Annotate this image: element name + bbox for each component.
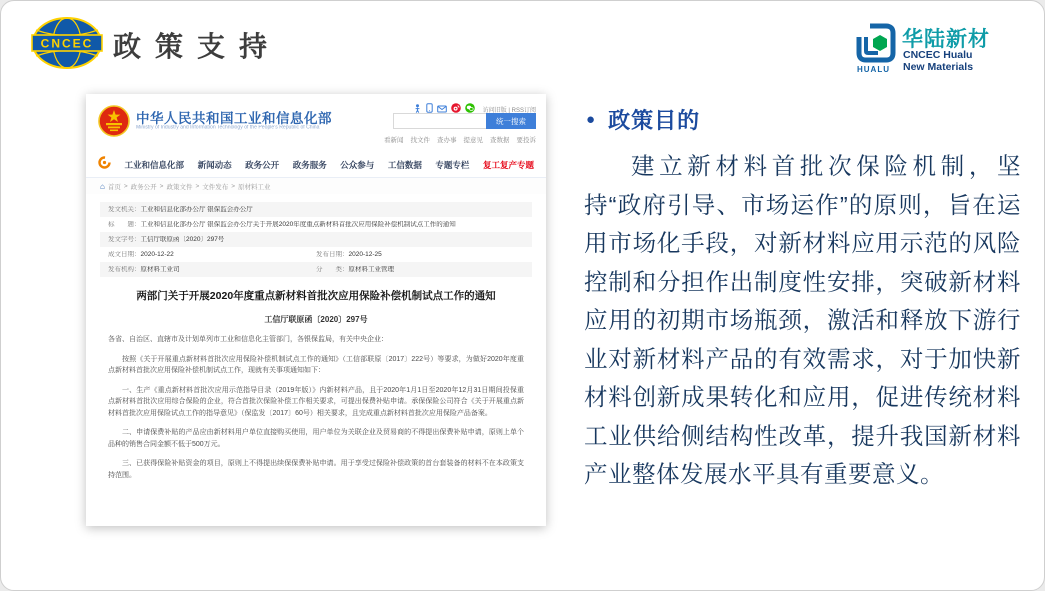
search-input[interactable] bbox=[393, 113, 486, 129]
policy-purpose-heading-row bbox=[586, 104, 700, 135]
quick-link-news[interactable]: 看新闻 bbox=[384, 137, 404, 144]
nav-item-news[interactable]: 新闻动态 bbox=[197, 159, 232, 170]
miit-quick-links bbox=[384, 135, 536, 144]
document-number: 工信厅联原函〔2020〕297号 bbox=[264, 315, 368, 324]
breadcrumb-sep: > bbox=[231, 182, 236, 190]
nav-item-miit[interactable]: 工业和信息化部 bbox=[124, 159, 185, 170]
hualu-name-en1: CNCEC Hualu bbox=[903, 49, 973, 61]
bullet-icon: ● bbox=[586, 111, 596, 128]
miit-nav-bar bbox=[86, 152, 546, 178]
hualu-logo-icon bbox=[856, 23, 896, 68]
miit-header bbox=[86, 94, 546, 152]
search-button[interactable]: 统一搜索 bbox=[486, 113, 536, 129]
breadcrumb-gov-open[interactable]: 政务公开 bbox=[130, 183, 157, 191]
breadcrumb-home[interactable]: 首页 bbox=[107, 183, 121, 191]
doc-paragraph: 按照《关于开展重点新材料首批次应用保险补偿机制试点工作的通知》（工信部联原〔2017〕222号）等要求，为做好2020年度重点新材料首批次应用保险补偿机制试点工作，现就有关事项通知如下： bbox=[108, 355, 524, 374]
nav-item-special[interactable]: 专题专栏 bbox=[435, 159, 470, 170]
miit-top-links[interactable]: 访问旧版 | RSS订阅 bbox=[482, 107, 536, 114]
hualu-wordmark: HUALU bbox=[857, 65, 890, 74]
breadcrumb-sep: > bbox=[123, 182, 128, 190]
policy-purpose-heading: 政策目的 bbox=[608, 108, 701, 133]
quick-link-complain[interactable]: 要投诉 bbox=[516, 137, 536, 144]
hualu-name-cn: 华陆新材 bbox=[902, 28, 990, 51]
nav-item-gov-open[interactable]: 政务公开 bbox=[245, 159, 280, 170]
doc-paragraph: 二、申请保费补贴的产品应由新材料用户单位直接购买使用，用户单位为关联企业及贸易商的不得提出保费补贴申请，原则上单个品种的销售合同金额不低于500万元。 bbox=[108, 429, 524, 448]
svg-text:CNCEC: CNCEC bbox=[40, 36, 94, 51]
policy-purpose-text: 建立新材料首批次保险机制，坚持“政府引导、市场运作”的原则，旨在运用市场化手段，对新材料应用示范的风险控制和分担作出制度性安排，突破新材料应用的初期市场瓶颈，激活和释放下游行业对新材料产品的有效需求，对于加快新材料创新成果转化和应用，促进传统材料工业供给侧结构性改革，提升我国新材料产业整体发展水平具有重要意义。 bbox=[584, 153, 1021, 487]
meta-row-publisher: 发布机构： 原材料工业司 分 类： 原材料工业管理 bbox=[100, 262, 532, 277]
document-body bbox=[108, 334, 524, 481]
miit-search bbox=[393, 113, 536, 129]
nav-item-resume-work[interactable]: 复工复产专题 bbox=[482, 159, 534, 170]
national-emblem-icon bbox=[98, 105, 130, 142]
hualu-logo bbox=[856, 23, 1016, 85]
doc-paragraph: 三、已获得保险补贴资金的项目，原则上不得提出续保保费补贴申请。用于享受过保险补偿政策的首台套装备的材料不在本政策支持范围。 bbox=[108, 460, 524, 479]
meta-row-doc-number: 发文字号： 工信厅联原函〔2020〕297号 bbox=[100, 232, 532, 247]
nav-logo-icon bbox=[98, 156, 111, 174]
meta-row-title: 标 题： 工业和信息化部办公厅 银保监会办公厅关于开展2020年度重点新材料首批次应用保险补偿机制试点工作的通知 bbox=[108, 220, 456, 228]
page-title: 政策支持 bbox=[113, 30, 282, 63]
meta-row-issuing-org: 发文机关： 工业和信息化部办公厅 银保监会办公厅 bbox=[100, 202, 532, 217]
cncec-logo-icon bbox=[29, 15, 105, 76]
document-title: 两部门关于开展2020年度重点新材料首批次应用保险补偿机制试点工作的通知 bbox=[136, 290, 496, 302]
hualu-name-en2: New Materials bbox=[903, 61, 974, 73]
quick-link-data[interactable]: 查数据 bbox=[490, 137, 510, 144]
quick-link-suggest[interactable]: 提意见 bbox=[463, 137, 483, 144]
quick-link-affairs[interactable]: 查办事 bbox=[437, 137, 457, 144]
nav-item-data[interactable]: 工信数据 bbox=[387, 159, 422, 170]
miit-site-title: 中华人民共和国工业和信息化部 bbox=[136, 111, 332, 126]
doc-paragraph: 一、生产《重点新材料首批次应用示范指导目录（2019年版）》内新材料产品，且于2020年1月1日至2020年12月31日期间投保重点新材料首批次应用综合保险的企业，符合首批次保险补偿工作相关要求，可提出保费补贴申请。承保保险公司符合《关于开展重点新材料首批次应用保险试点工作的指导意见》（保监发〔2017〕60号）相关要求，且完成重点新材料首批次应用保险产品备案。 bbox=[108, 386, 524, 417]
breadcrumb-sep: > bbox=[195, 182, 200, 190]
breadcrumb-policy-files[interactable]: 政策文件 bbox=[166, 183, 193, 191]
nav-item-public[interactable]: 公众参与 bbox=[340, 159, 375, 170]
miit-webpage-screenshot bbox=[86, 94, 546, 526]
breadcrumb-sep: > bbox=[159, 182, 164, 190]
breadcrumb-file-release[interactable]: 文件发布 bbox=[202, 183, 229, 191]
miit-site-subtitle: Ministry of Industry and Information Technology of the People's Republic of China bbox=[136, 125, 320, 131]
breadcrumb-raw-materials[interactable]: 原材料工业 bbox=[238, 183, 271, 191]
doc-paragraph: 各省、自治区、直辖市及计划单列市工业和信息化主管部门，各银保监局，有关中央企业： bbox=[108, 336, 388, 343]
meta-row-dates: 成文日期： 2020-12-22 发布日期： 2020-12-25 bbox=[108, 250, 382, 258]
nav-item-gov-service[interactable]: 政务服务 bbox=[292, 159, 327, 170]
home-icon[interactable]: ⌂ bbox=[100, 181, 105, 191]
breadcrumb bbox=[86, 178, 546, 194]
document-meta-table bbox=[100, 202, 532, 277]
quick-link-files[interactable]: 找文件 bbox=[410, 137, 430, 144]
